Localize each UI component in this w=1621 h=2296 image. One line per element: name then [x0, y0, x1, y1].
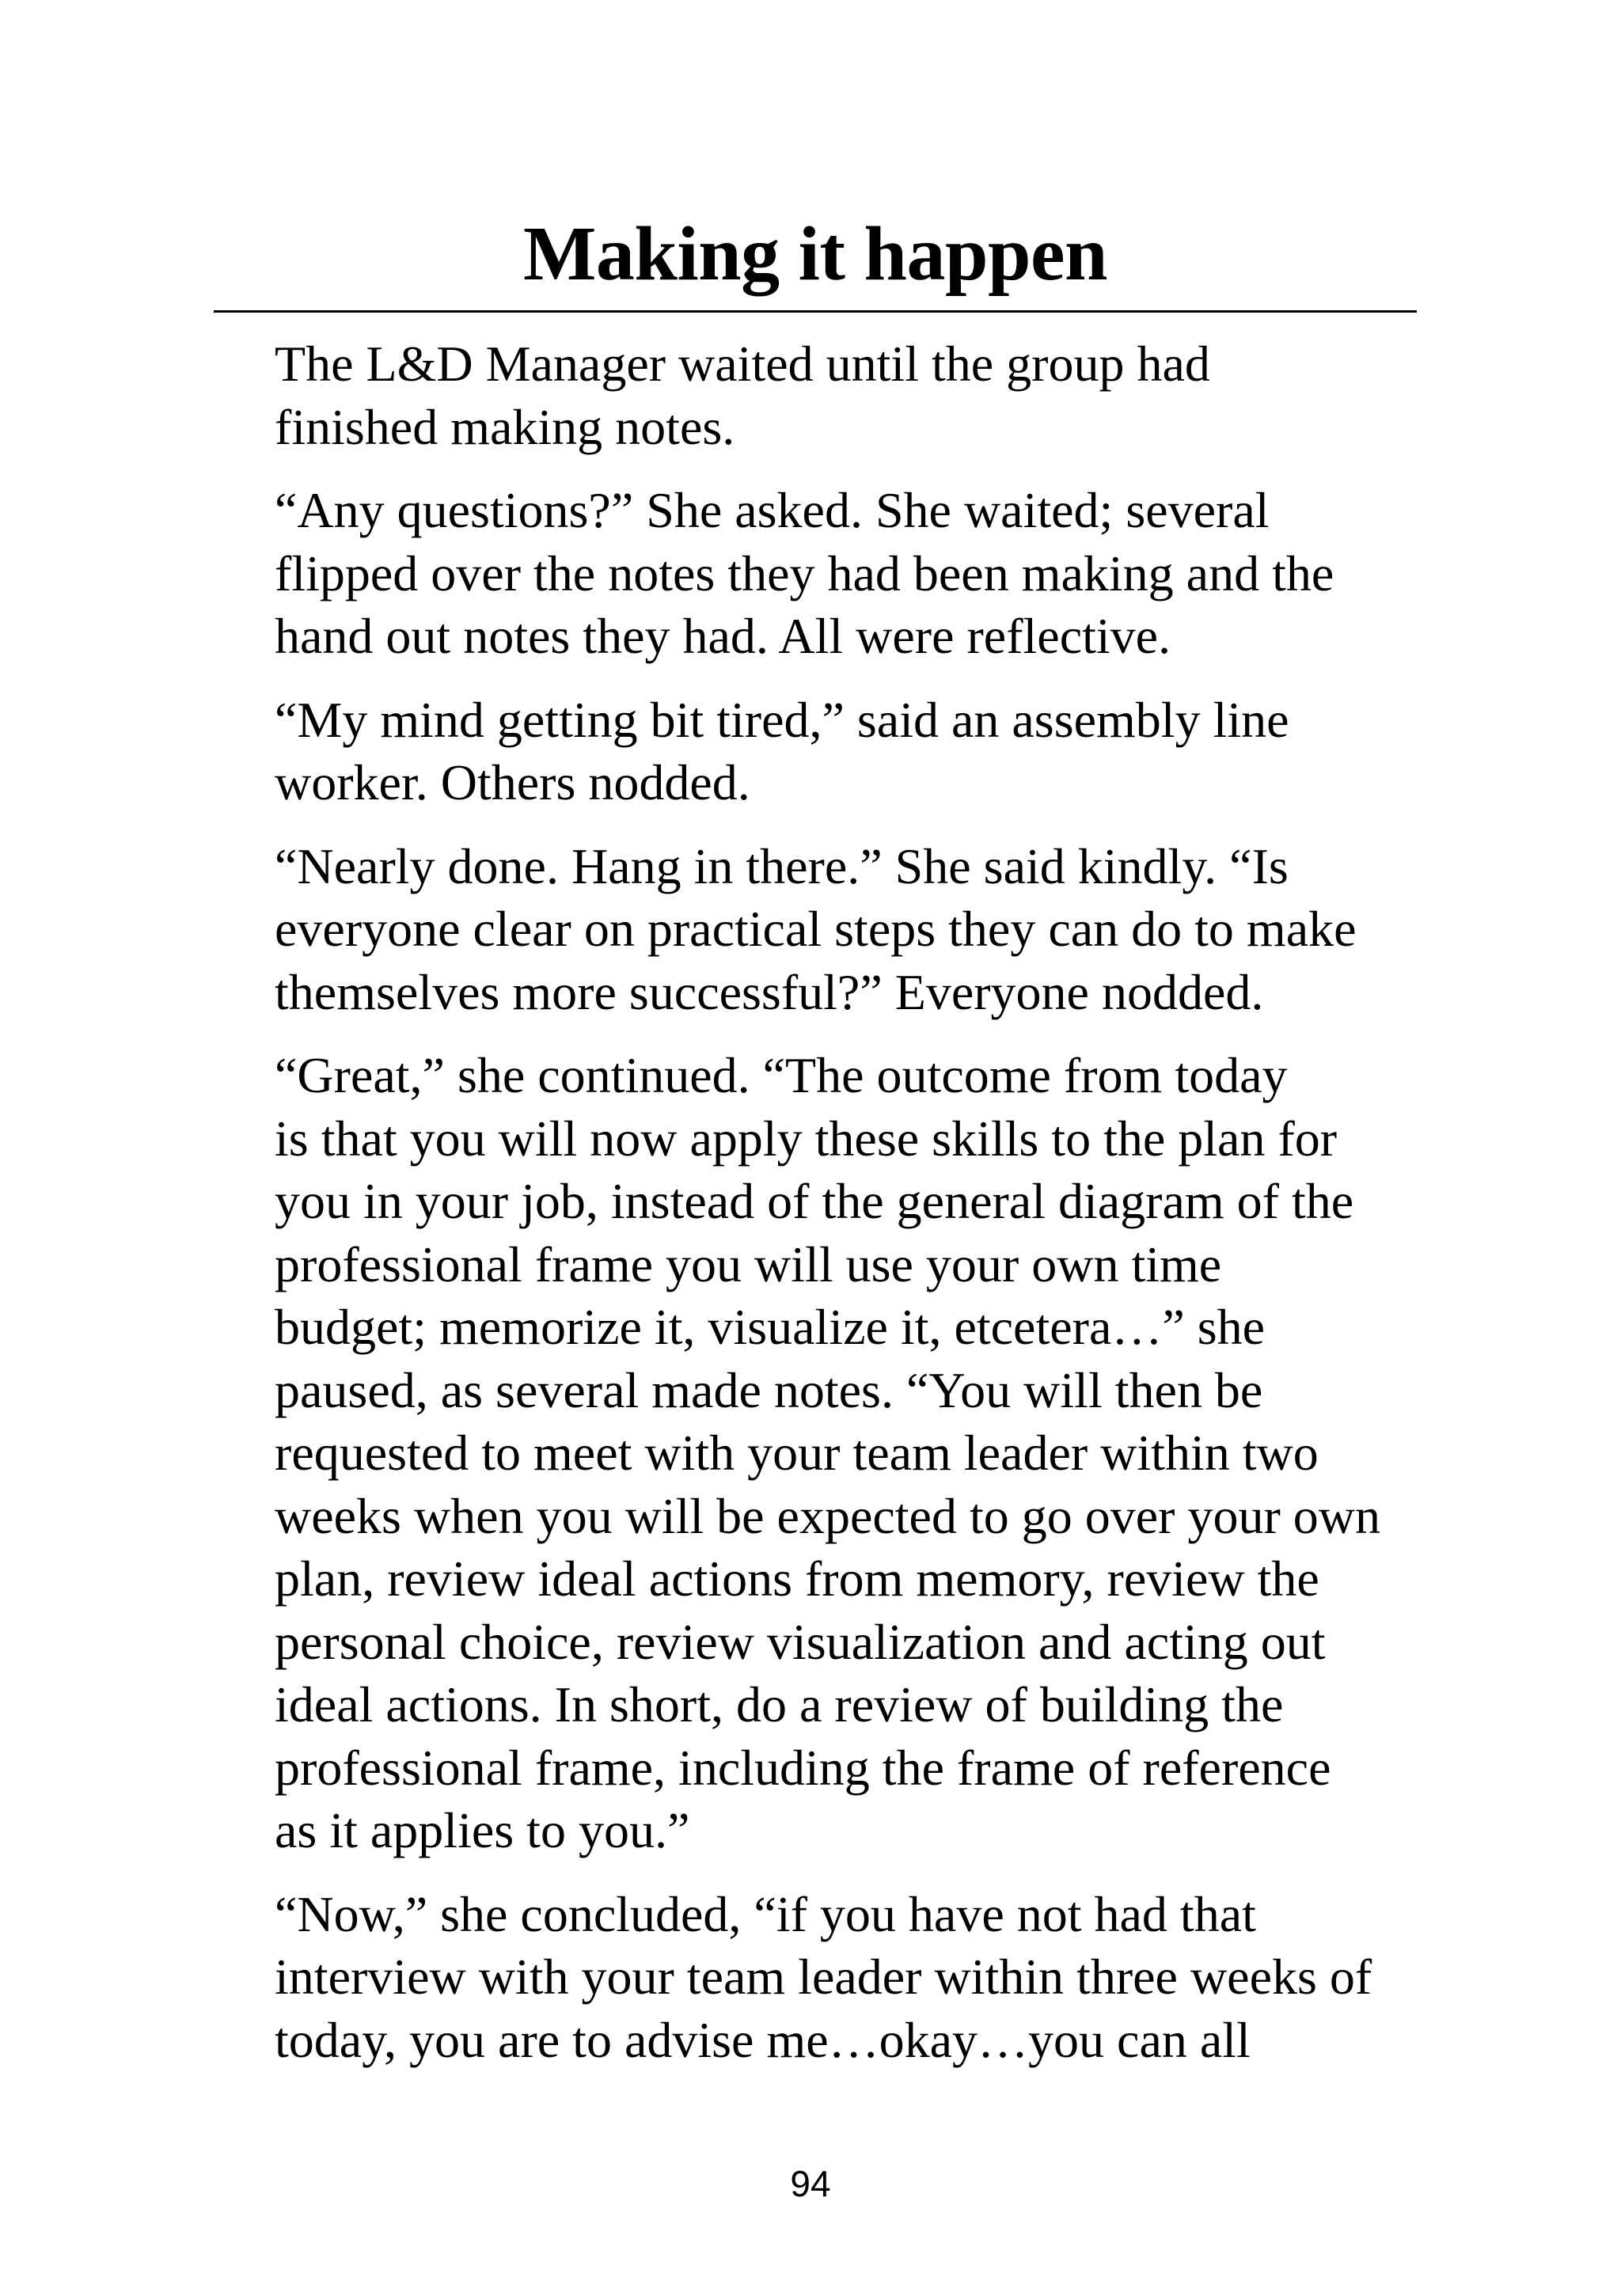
paragraph-5	[220, 1044, 1417, 1862]
text-line: The L&D Manager waited until the group had	[275, 336, 1210, 392]
text-line: as it applies to you.”	[275, 1802, 690, 1858]
text-line: professional frame you will use your own time	[275, 1235, 1222, 1292]
text-line: “Now,” she concluded, “if you have not had that	[275, 1885, 1256, 1942]
page-number: 94	[790, 2163, 831, 2204]
text-line: flipped over the notes they had been making and the	[275, 545, 1334, 602]
paragraph-3	[220, 689, 1417, 814]
text-line: paused, as several made notes. “You will then be	[275, 1361, 1263, 1418]
text-line: everyone clear on practical steps they can do to make	[275, 901, 1357, 957]
text-line: personal choice, review visualization and acting out	[275, 1613, 1326, 1670]
text-line: hand out notes they had. All were reflective.	[275, 608, 1171, 664]
paragraph-6	[220, 1883, 1417, 2072]
text-line: “Great,” she continued. “The outcome from today	[275, 1047, 1288, 1103]
text-line: requested to meet with your team leader within two	[275, 1425, 1319, 1481]
text-line: is that you will now apply these skills to the plan for	[275, 1110, 1338, 1167]
text-line: you in your job, instead of the general diagram of the	[275, 1173, 1354, 1229]
text-line: interview with your team leader within three weeks of	[275, 1949, 1372, 2005]
paragraph-4	[220, 835, 1417, 1024]
text-line: today, you are to advise me…okay…you can all	[275, 2011, 1251, 2068]
text-line: ideal actions. In short, do a review of building the	[275, 1676, 1284, 1732]
text-line: worker. Others nodded.	[275, 754, 750, 810]
body-text	[220, 332, 1417, 2092]
text-line: “Nearly done. Hang in there.” She said kindly. “Is	[275, 837, 1289, 894]
title-underline	[214, 310, 1417, 313]
text-line: “Any questions?” She asked. She waited; several	[275, 482, 1270, 538]
page-title: Making it happen	[522, 211, 1108, 297]
text-line: professional frame, including the frame of reference	[275, 1739, 1331, 1796]
text-line: themselves more successful?” Everyone nodded.	[275, 963, 1264, 1020]
text-line: finished making notes.	[275, 398, 735, 455]
text-line: plan, review ideal actions from memory, review the	[275, 1550, 1319, 1607]
text-line: weeks when you will be expected to go over your own	[275, 1487, 1380, 1544]
paragraph-2	[220, 479, 1417, 668]
text-line: budget; memorize it, visualize it, etcetera…” she	[275, 1299, 1266, 1355]
paragraph-1	[220, 332, 1417, 458]
text-line: “My mind getting bit tired,” said an assembly line	[275, 691, 1289, 748]
